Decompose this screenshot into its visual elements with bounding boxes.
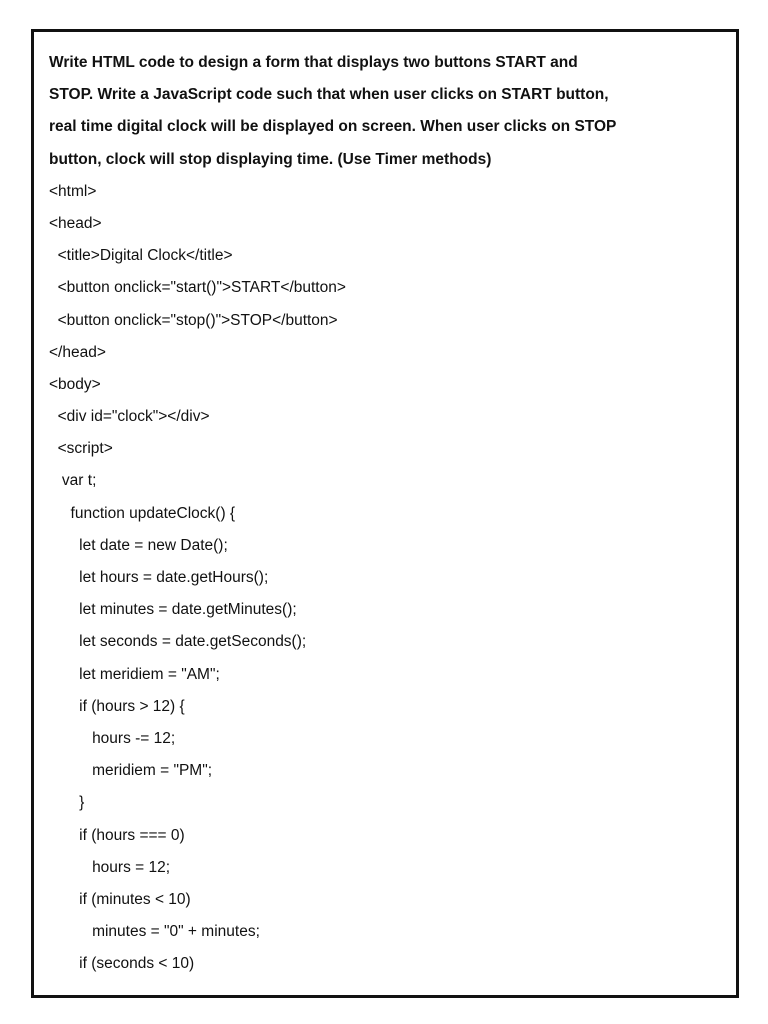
- document-content: [49, 47, 726, 980]
- code-line: }: [49, 794, 85, 812]
- code-line: let meridiem = "AM";: [49, 665, 220, 683]
- question-text: [49, 47, 726, 176]
- question-line: real time digital clock will be displayed on screen. When user clicks on STOP: [49, 118, 617, 136]
- document-frame: [31, 29, 739, 998]
- code-line: let minutes = date.getMinutes();: [49, 601, 297, 619]
- code-line: <div id="clock"></div>: [49, 408, 210, 426]
- code-line: hours = 12;: [49, 858, 171, 876]
- code-line: var t;: [49, 472, 97, 490]
- code-line: if (minutes < 10): [49, 890, 191, 908]
- code-line: <script>: [49, 440, 113, 458]
- question-line: Write HTML code to design a form that displays two buttons START and: [49, 54, 578, 71]
- code-line: <button onclick="stop()">STOP</button>: [49, 311, 338, 329]
- code-line: <button onclick="start()">START</button>: [49, 279, 346, 297]
- code-line: function updateClock() {: [49, 504, 236, 522]
- code-line: let hours = date.getHours();: [49, 569, 269, 586]
- code-line: <head>: [49, 214, 102, 232]
- code-line: <title>Digital Clock</title>: [49, 247, 233, 265]
- code-line: </head>: [49, 343, 106, 361]
- code-line: minutes = "0" + minutes;: [49, 923, 260, 941]
- code-line: if (seconds < 10): [49, 955, 195, 973]
- question-line: STOP. Write a JavaScript code such that when user clicks on START button,: [49, 86, 609, 104]
- code-line: if (hours > 12) {: [49, 697, 185, 715]
- code-line: <body>: [49, 375, 101, 393]
- question-line: button, clock will stop displaying time. (Use Timer methods): [49, 150, 492, 168]
- code-line: if (hours === 0): [49, 826, 185, 844]
- code-line: hours -= 12;: [49, 729, 176, 747]
- code-line: let seconds = date.getSeconds();: [49, 633, 307, 651]
- code-line: let date = new Date();: [49, 536, 228, 554]
- code-line: <html>: [49, 182, 97, 200]
- code-line: meridiem = "PM";: [49, 762, 213, 780]
- code-listing: [49, 176, 726, 981]
